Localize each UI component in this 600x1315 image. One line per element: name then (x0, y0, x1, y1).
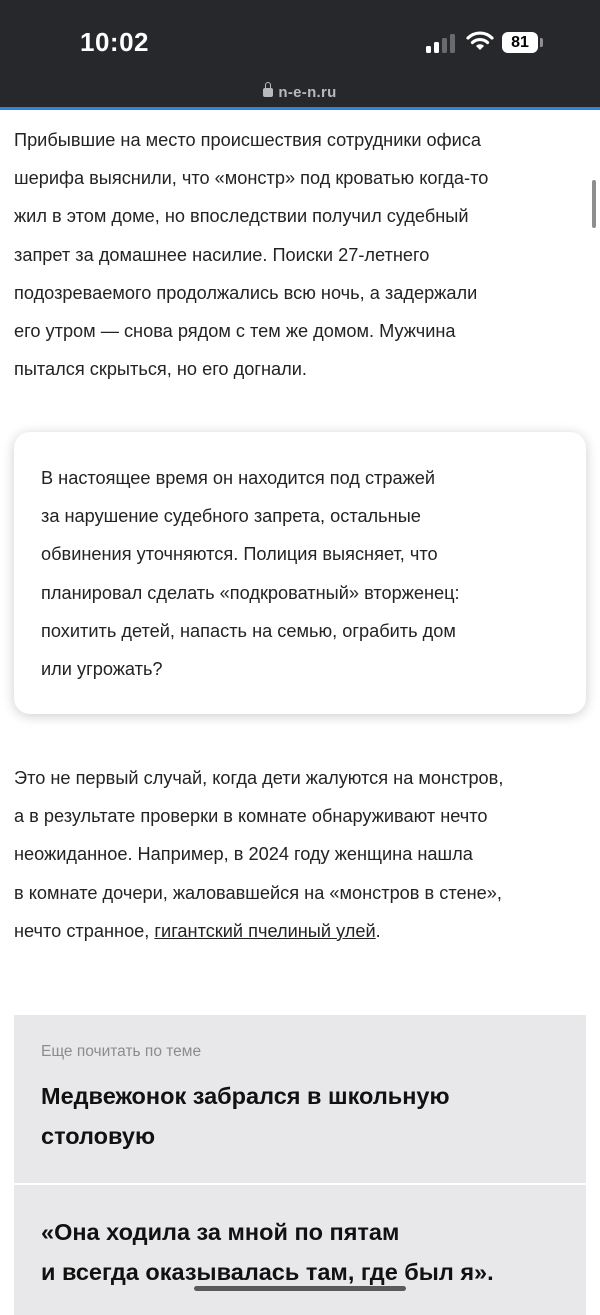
status-time: 10:02 (80, 27, 149, 57)
text-line: планировал сделать «подкроватный» вторженец: (41, 582, 460, 603)
wifi-icon (466, 30, 494, 52)
battery-icon: 81 (502, 32, 538, 53)
accent-line (0, 107, 600, 110)
text-fragment: . (375, 920, 381, 941)
article-paragraph-1 (14, 121, 589, 388)
quote-text (41, 459, 571, 688)
related-title-line: «Она ходила за мной по пятам (41, 1219, 400, 1245)
quote-card (14, 432, 586, 714)
scrollbar-thumb[interactable] (592, 180, 596, 228)
text-line: пытался скрыться, но его догнали. (14, 359, 307, 380)
text-line: Это не первый случай, когда дети жалуются на монстров, (14, 768, 504, 788)
related-article-link[interactable] (41, 1076, 581, 1156)
text-line: его утром — снова рядом с тем же домом. Мужчина (14, 321, 456, 342)
related-articles (14, 1015, 586, 1315)
battery-tip (540, 38, 543, 47)
text-line: жил в этом доме, но впоследствии получил судебный (14, 206, 469, 227)
text-line: за нарушение судебного запрета, остальные (41, 506, 421, 527)
divider (14, 1183, 586, 1185)
text-line: шерифа выяснили, что «монстр» под кроватью когда-то (14, 168, 489, 189)
text-line: В настоящее время он находится под стражей (41, 468, 436, 488)
home-indicator[interactable] (194, 1286, 406, 1291)
text-line: обвинения уточняются. Полиция выясняет, что (41, 544, 438, 565)
text-line: запрет за домашнее насилие. Поиски 27-летнего (14, 244, 430, 265)
article-paragraph-2 (14, 759, 589, 950)
text-fragment: нечто странное, (14, 920, 155, 941)
related-caption: Еще почитать по теме (41, 1043, 202, 1060)
related-title-line: столовую (41, 1123, 156, 1149)
signal-icon (426, 33, 456, 53)
text-line: или угрожать? (41, 659, 163, 680)
text-line (14, 912, 589, 950)
lock-icon (263, 88, 273, 97)
text-line: неожиданное. Например, в 2024 году женщина нашла (14, 844, 473, 865)
url-text: n-e-n.ru (278, 84, 337, 101)
address-bar[interactable] (0, 84, 600, 101)
related-title-line: и всегда оказывалась там, где был я». (41, 1259, 494, 1285)
related-title-line: Медвежонок забрался в школьную (41, 1083, 450, 1109)
text-line: в комнате дочери, жаловавшейся на «монстров в стене», (14, 882, 502, 903)
text-line: похитить детей, напасть на семью, ограбить дом (41, 620, 456, 641)
text-line: Прибывшие на место происшествия сотрудники офиса (14, 130, 481, 150)
related-article-link[interactable] (41, 1212, 581, 1292)
beehive-article-link[interactable]: гигантский пчелиный улей (154, 920, 376, 941)
text-line: а в результате проверки в комнате обнаруживают нечто (14, 806, 488, 827)
text-line: подозреваемого продолжались всю ночь, а задержали (14, 282, 478, 303)
